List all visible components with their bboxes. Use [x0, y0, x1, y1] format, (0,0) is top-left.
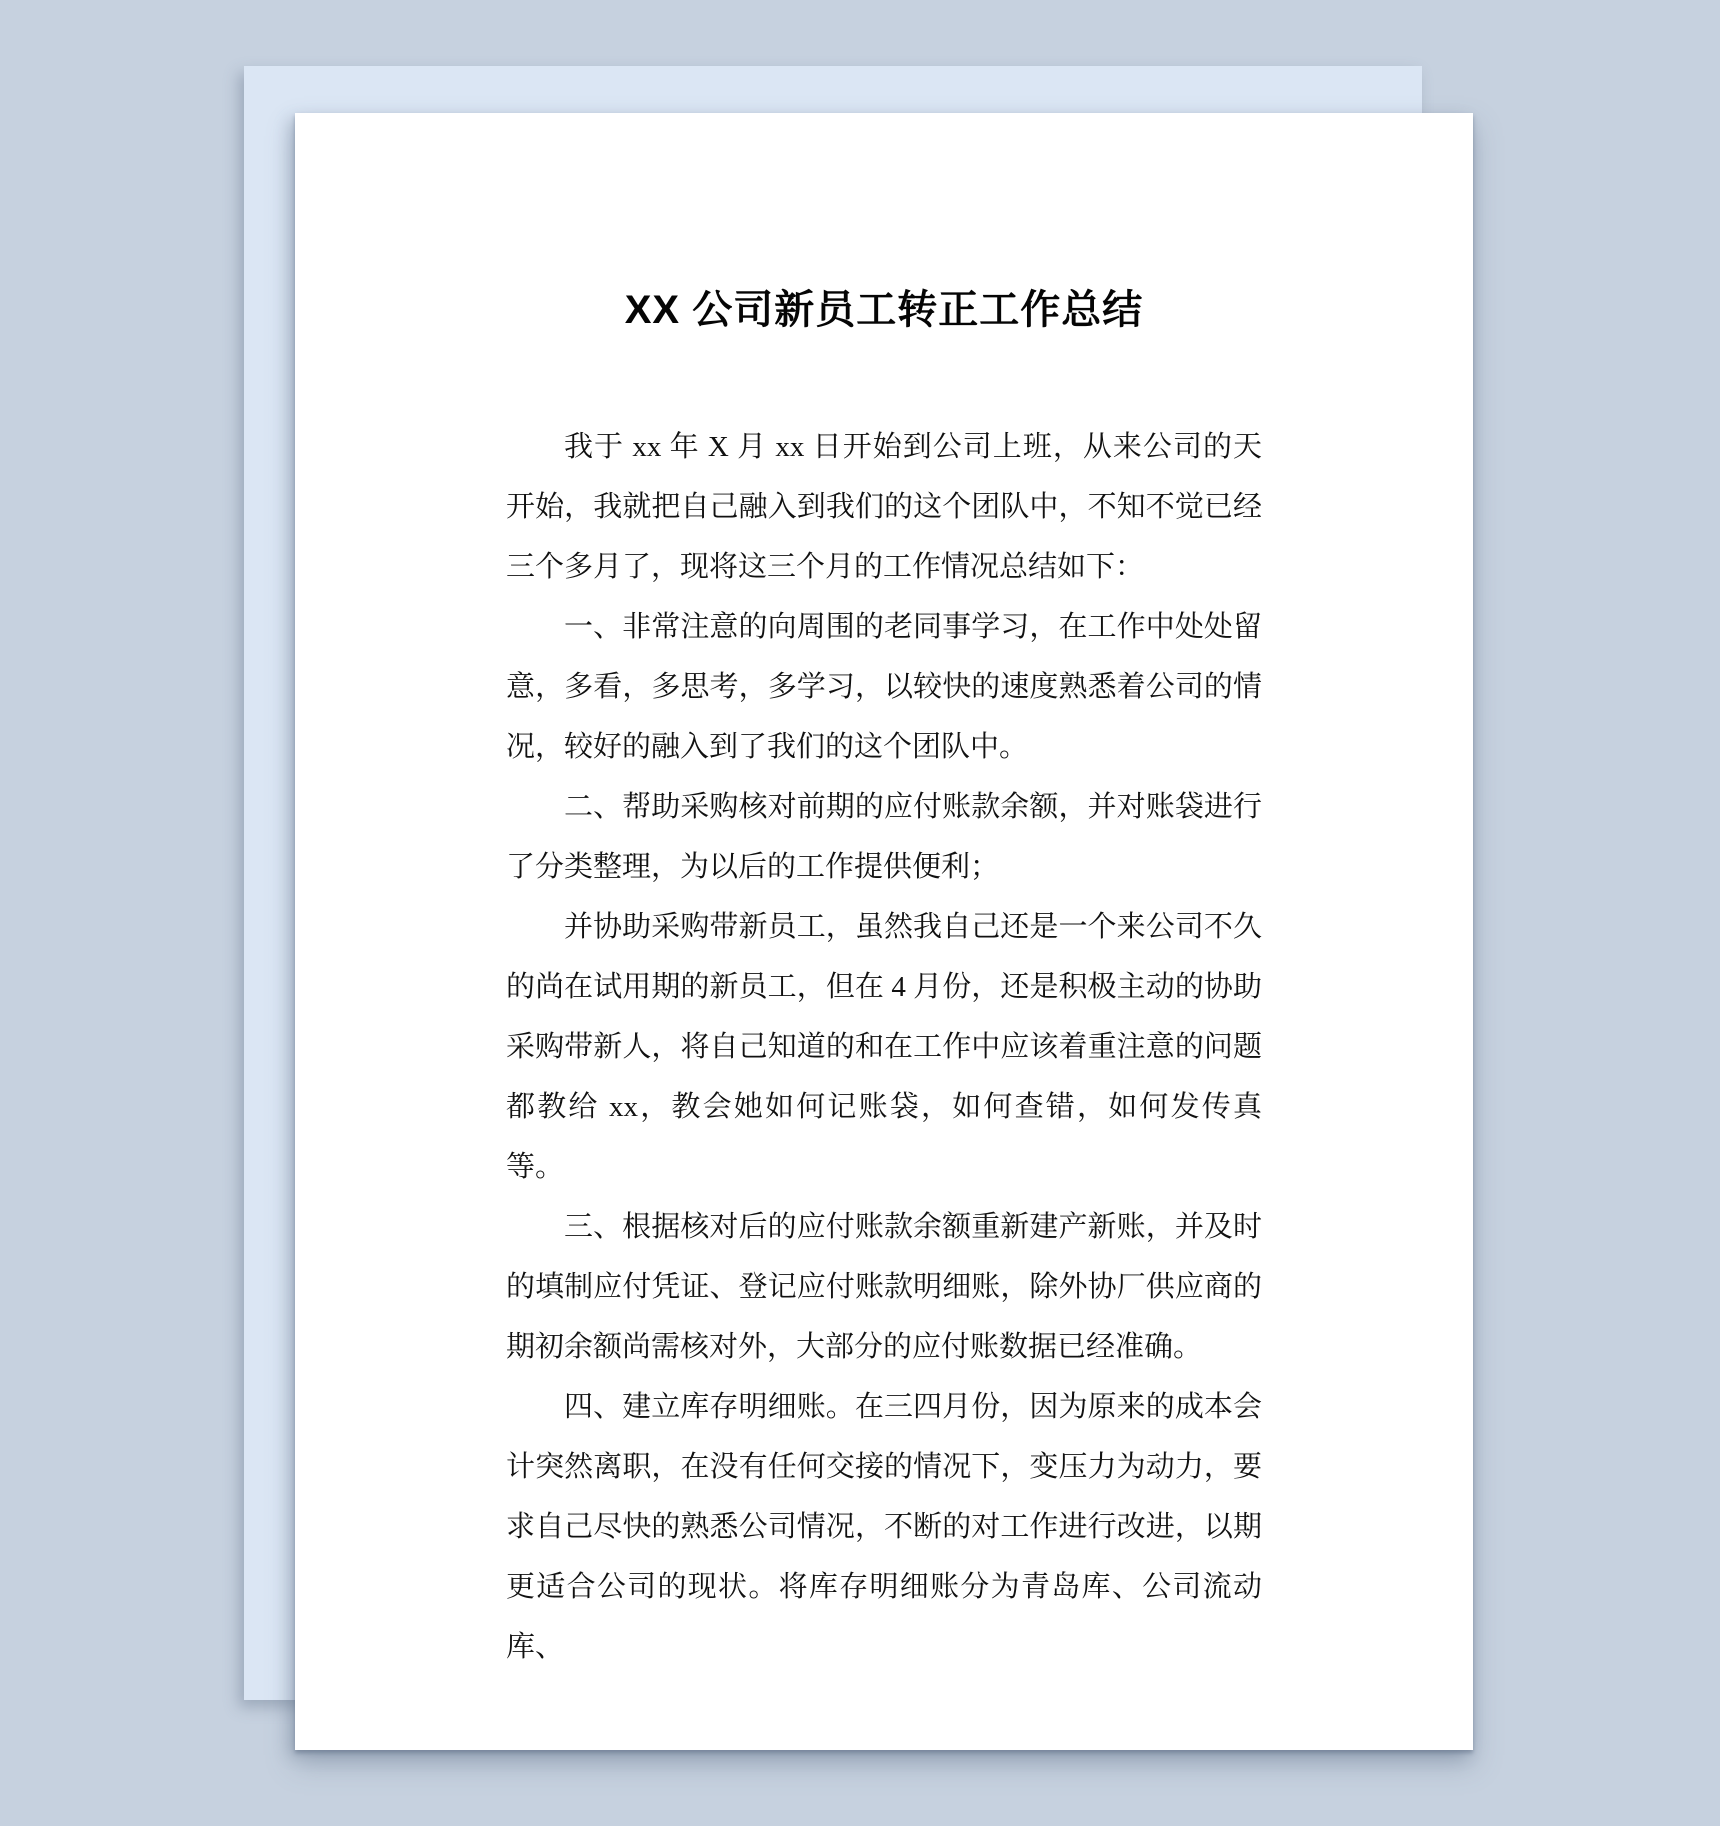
document-body	[295, 417, 1473, 1677]
paragraph-item-2-continued: 并协助采购带新员工，虽然我自己还是一个来公司不久的尚在试用期的新员工，但在 4 月份，还是积极主动的协助采购带新人，将自己知道的和在工作中应该着重注意的问题都教给 xx，教会她如何记账袋，如何查错，如何发传真等。	[506, 911, 1262, 1183]
paragraph-intro: 我于 xx 年 X 月 xx 日开始到公司上班，从来公司的天开始，我就把自己融入到我们的这个团队中，不知不觉已经三个多月了，现将这三个月的工作情况总结如下：	[506, 431, 1262, 583]
paragraph-item-2: 二、帮助采购核对前期的应付账款余额，并对账袋进行了分类整理，为以后的工作提供便利；	[506, 791, 1262, 883]
paragraph-item-1: 一、非常注意的向周围的老同事学习，在工作中处处留意，多看，多思考，多学习，以较快的速度熟悉着公司的情况，较好的融入到了我们的这个团队中。	[506, 611, 1262, 763]
paragraph-item-4: 四、建立库存明细账。在三四月份，因为原来的成本会计突然离职，在没有任何交接的情况下，变压力为动力，要求自己尽快的熟悉公司情况，不断的对工作进行改进，以期更适合公司的现状。将库存明细账分为青岛库、公司流动库、	[506, 1391, 1262, 1663]
paragraph-item-3: 三、根据核对后的应付账款余额重新建产新账，并及时的填制应付凭证、登记应付账款明细账，除外协厂供应商的期初余额尚需核对外，大部分的应付账数据已经准确。	[506, 1211, 1262, 1363]
document-page	[295, 113, 1473, 1750]
document-title: XX 公司新员工转正工作总结	[624, 288, 1144, 332]
